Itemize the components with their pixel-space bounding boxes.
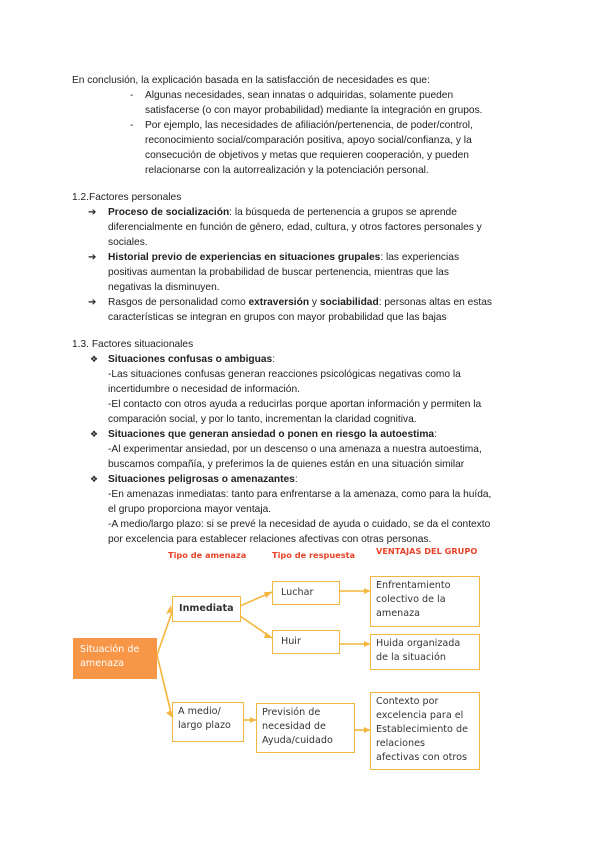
- bullet1-line2: satisfacerse (o con mayor probabilidad) mediante la integración en grupos.: [145, 105, 483, 116]
- bullet2-line2: reconocimiento social/comparación positiva, apoyo social/confianza, y la: [145, 135, 472, 146]
- longterm-box: [172, 702, 244, 742]
- header-response-type: Tipo de respuesta: [272, 550, 356, 560]
- adv3-line4: relaciones: [376, 738, 425, 749]
- s3-line1: -En amenazas inmediatas: tanto para enfrentarse a la amenaza, como para la huída,: [108, 489, 492, 500]
- s2-title-bold: Situaciones que generan ansiedad o ponen en riesgo la autoestima: [108, 429, 435, 440]
- s1-line1: -Las situaciones confusas generan reacciones psicológicas negativas como la: [108, 369, 461, 380]
- root-line2: amenaza: [80, 658, 125, 669]
- personal-item3-bold1: extraversión: [248, 297, 310, 308]
- personal-item2-line3: negativas la disminuyen.: [108, 282, 220, 293]
- diamond-bullet-icon: ❖: [90, 474, 99, 484]
- s1-title-bold: Situaciones confusas o ambiguas: [108, 354, 273, 365]
- threat-situation-box: [73, 638, 157, 679]
- personal-item3-bold2: sociabilidad: [319, 297, 379, 308]
- arrow-bullet-icon: ➔: [88, 207, 97, 218]
- s2-line2: buscamos compañía, y preferimos la de quienes están en una situación similar: [108, 459, 465, 470]
- adv3-line3: Establecimiento de: [376, 724, 468, 735]
- bullet1-line1: Algunas necesidades, sean innatas o adquiridas, solamente pueden: [145, 90, 454, 101]
- adv2-line1: Huida organizada: [376, 638, 461, 649]
- personal-item3-rest: : personas altas en estas: [378, 297, 492, 308]
- fight-box: Luchar: [272, 581, 340, 605]
- s2-line1: -Al experimentar ansiedad, por un descenso o una amenaza a nuestra autoestima,: [108, 444, 482, 455]
- s3-colon: :: [294, 474, 298, 485]
- s1-line4: comparación social, y por lo tanto, incrementan la claridad cognitiva.: [108, 414, 417, 425]
- adv2-line2: de la situación: [376, 652, 446, 663]
- forecast-box: [256, 703, 355, 753]
- diamond-bullet-icon: ❖: [90, 354, 99, 364]
- adv3-line1: Contexto por: [376, 696, 439, 707]
- diamond-bullet-icon: ❖: [90, 429, 99, 439]
- dash-bullet: -: [130, 120, 134, 131]
- s3-line4: por excelencia para establecer relaciones afectivas con otras personas.: [108, 534, 432, 545]
- s1-line3: -El contacto con otros ayuda a reducirlas porque aportan información y permiten la: [108, 399, 482, 410]
- longterm-line2: largo plazo: [178, 720, 231, 731]
- root-line1: Situación de: [80, 644, 140, 655]
- forecast-line2: necesidad de: [262, 721, 326, 732]
- s2-colon: :: [434, 429, 437, 440]
- personal-item3-line2: características se integran en grupos con mayor probabilidad que las bajas: [108, 312, 447, 323]
- arrow-bullet-icon: ➔: [88, 297, 97, 308]
- flee-box: Huir: [272, 630, 340, 654]
- personal-item1-bold: Proceso de socialización: [108, 207, 230, 218]
- dash-bullet: -: [130, 90, 134, 101]
- bullet2-line3: consecución de objetivos y metas que requieren cooperación, y pueden: [145, 150, 469, 161]
- bullet2-line1: Por ejemplo, las necesidades de afiliación/pertenencia, de poder/control,: [145, 120, 473, 131]
- s3-line3: -A medio/largo plazo: si se prevé la necesidad de ayuda o cuidado, se da el contexto: [108, 519, 491, 530]
- header-threat-type: Tipo de amenaza: [168, 550, 247, 560]
- adv1-line3: amenaza: [376, 608, 421, 619]
- personal-item2-bold: Historial previo de experiencias en situaciones grupales: [108, 252, 381, 263]
- arrow-bullet-icon: ➔: [88, 252, 97, 263]
- immediate-box: Inmediata: [172, 596, 241, 622]
- advantage-collective-box: [370, 576, 480, 627]
- header-group-advantages: VENTAJAS DEL GRUPO: [376, 546, 478, 556]
- personal-item1-line3: sociales.: [108, 237, 148, 248]
- personal-item3-pre: Rasgos de personalidad como: [108, 297, 249, 308]
- forecast-line1: Previsión de: [262, 707, 321, 718]
- longterm-line1: A medio/: [178, 706, 221, 717]
- adv1-line1: Enfrentamiento: [376, 580, 451, 591]
- s1-colon: :: [272, 354, 276, 365]
- s3-title-bold: Situaciones peligrosas o amenazantes: [108, 474, 295, 485]
- adv3-line5: afectivas con otros: [376, 752, 467, 763]
- bullet2-line4: relacionarse con la autorrealización y la potenciación personal.: [145, 165, 429, 176]
- adv1-line2: colectivo de la: [376, 594, 446, 605]
- personal-item1-line2: diferencialmente en función de género, edad, cultura, y otros factores personales y: [108, 222, 482, 233]
- personal-item2-rest: : las experiencias: [380, 252, 460, 263]
- personal-item2-line2: positivas aumentan la probabilidad de buscar pertenencia, mientras que las: [108, 267, 449, 278]
- advantage-context-box: [370, 692, 480, 770]
- personal-item3-mid: y: [309, 297, 320, 308]
- s1-line2: incertidumbre o necesidad de información.: [108, 384, 300, 395]
- adv3-line2: excelencia para el: [376, 710, 464, 721]
- conclusion-intro: En conclusión, la explicación basada en la satisfacción de necesidades es que:: [72, 75, 430, 86]
- advantage-flight-box: [370, 634, 480, 670]
- s3-line2: el grupo proporciona mayor ventaja.: [108, 504, 272, 515]
- personal-item1-rest: : la búsqueda de pertenencia a grupos se aprende: [229, 207, 457, 218]
- forecast-line3: Ayuda/cuidado: [262, 735, 333, 746]
- personal-heading: 1.2.Factores personales: [72, 192, 182, 203]
- situational-heading: 1.3. Factores situacionales: [72, 339, 194, 350]
